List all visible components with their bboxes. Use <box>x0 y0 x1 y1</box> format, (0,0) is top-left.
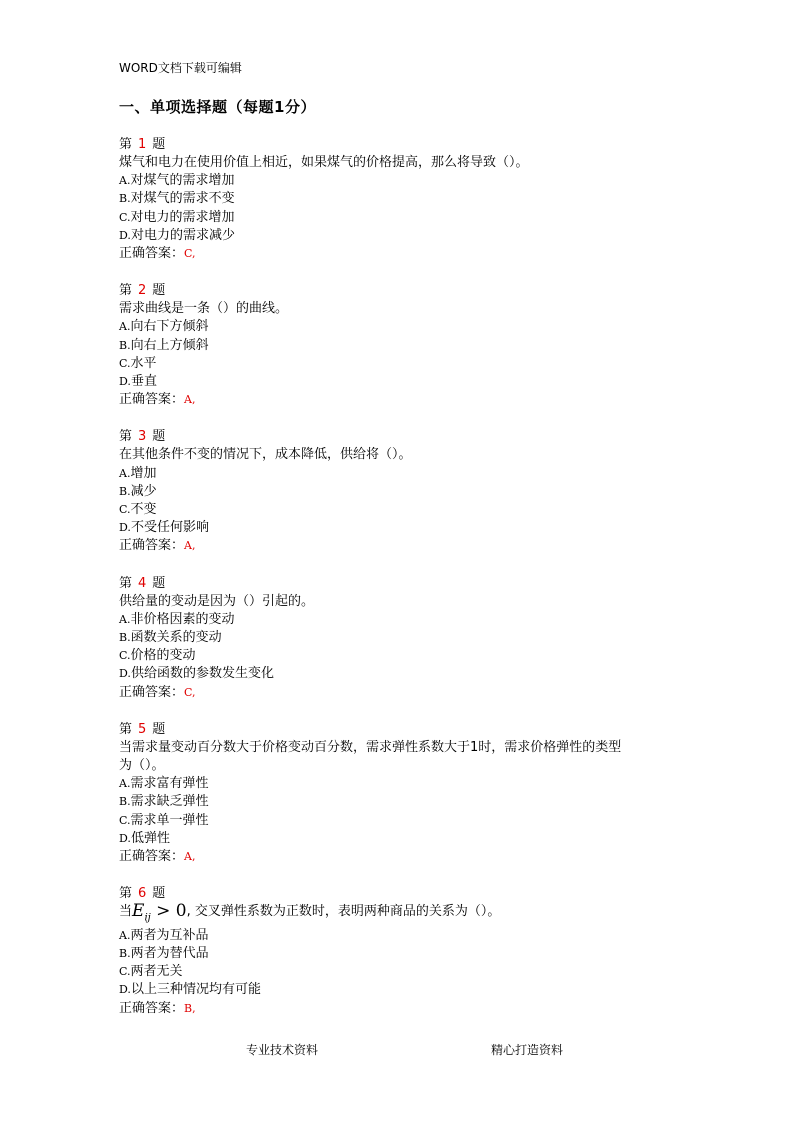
formula-relation: > 0 <box>150 901 187 922</box>
option-text: 需求富有弹性 <box>130 776 209 792</box>
answer-value: C, <box>184 247 196 261</box>
option-text: 函数关系的变动 <box>130 630 222 646</box>
question-prefix: 第 <box>119 283 133 299</box>
option-letter: C. <box>119 813 131 827</box>
question-stem: 供给量的变动是因为（）引起的。 <box>119 593 315 609</box>
answer-line <box>119 1000 679 1018</box>
option-letter: B. <box>119 631 131 645</box>
option-c <box>119 209 679 227</box>
answer-line <box>119 537 679 555</box>
option-d <box>119 665 679 683</box>
option-text: 不变 <box>130 502 157 518</box>
option-d <box>119 830 679 848</box>
option-text: 以上三种情况均有可能 <box>130 982 261 998</box>
question-prefix: 第 <box>119 721 133 737</box>
option-text: 两者无关 <box>130 964 183 980</box>
question-suffix: 题 <box>152 721 166 737</box>
option-d <box>119 227 679 245</box>
answer-label: 正确答案： <box>119 392 185 408</box>
header-note: WORD文档下载可编辑 <box>119 61 242 75</box>
question-number: 6 <box>138 886 147 902</box>
option-letter: A. <box>119 320 131 334</box>
question-list <box>119 136 679 1037</box>
option-a <box>119 465 679 483</box>
question-prefix: 第 <box>119 137 133 152</box>
question-stem: 煤气和电力在使用价值上相近，如果煤气的价格提高，那么将导致（）。 <box>119 155 529 170</box>
answer-label: 正确答案： <box>119 849 185 865</box>
option-text: 垂直 <box>130 374 157 390</box>
option-c <box>119 812 679 830</box>
option-text: 向右上方倾斜 <box>130 337 209 353</box>
question-heading <box>119 721 679 739</box>
question-prefix: 第 <box>119 575 133 591</box>
option-c <box>119 963 679 981</box>
option-a <box>119 318 679 336</box>
option-text: 低弹性 <box>130 830 170 846</box>
option-c <box>119 647 679 665</box>
option-text: 减少 <box>130 483 157 499</box>
question-3 <box>119 428 679 555</box>
option-letter: D. <box>119 831 131 845</box>
answer-value: A, <box>184 850 196 864</box>
option-d <box>119 981 679 999</box>
option-letter: D. <box>119 228 131 242</box>
stem-after-formula: , 交叉弹性系数为正数时，表明两种商品的关系为（）。 <box>186 904 501 920</box>
option-b <box>119 337 679 355</box>
question-number: 5 <box>138 721 147 737</box>
option-letter: A. <box>119 928 131 942</box>
option-b <box>119 793 679 811</box>
option-b <box>119 629 679 647</box>
formula-symbol: E <box>132 901 145 922</box>
option-text: 对煤气的需求增加 <box>130 173 235 189</box>
question-stem: 在其他条件不变的情况下，成本降低，供给将（）。 <box>119 447 412 463</box>
option-letter: A. <box>119 466 131 480</box>
option-letter: A. <box>119 777 131 791</box>
option-d <box>119 519 679 537</box>
question-number: 1 <box>138 137 147 152</box>
answer-label: 正确答案： <box>119 1000 185 1016</box>
question-heading <box>119 136 679 154</box>
option-text: 两者为互补品 <box>130 927 209 943</box>
question-prefix: 第 <box>119 886 133 902</box>
option-text: 供给函数的参数发生变化 <box>130 666 274 682</box>
question-suffix: 题 <box>152 429 166 445</box>
question-suffix: 题 <box>152 886 166 902</box>
answer-line <box>119 245 679 263</box>
answer-line <box>119 684 679 702</box>
formula-subscript: ij <box>144 912 151 924</box>
answer-label: 正确答案： <box>119 538 185 554</box>
option-text: 水平 <box>130 355 157 371</box>
option-letter: D. <box>119 375 131 389</box>
option-letter: C. <box>119 210 131 224</box>
option-text: 向右下方倾斜 <box>130 319 209 335</box>
option-text: 两者为替代品 <box>130 945 209 961</box>
answer-label: 正确答案： <box>119 246 185 262</box>
answer-line <box>119 391 679 409</box>
option-a <box>119 172 679 190</box>
option-letter: A. <box>119 174 131 188</box>
answer-value: C, <box>184 685 196 699</box>
question-6 <box>119 885 679 1017</box>
option-text: 对煤气的需求不变 <box>130 191 235 207</box>
option-c <box>119 501 679 519</box>
question-stem: 当需求量变动百分数大于价格变动百分数，需求弹性系数大于1时，需求价格弹性的类型 <box>119 739 622 755</box>
question-suffix: 题 <box>152 575 166 591</box>
answer-value: B, <box>184 1001 196 1015</box>
footer-left-text: 专业技术资料 <box>246 1043 319 1057</box>
answer-line <box>119 848 679 866</box>
option-text: 价格的变动 <box>130 648 196 664</box>
option-text: 不受任何影响 <box>130 520 209 536</box>
question-5 <box>119 721 679 866</box>
question-4 <box>119 575 679 702</box>
option-text: 对电力的需求增加 <box>130 209 235 225</box>
question-number: 4 <box>138 575 147 591</box>
question-suffix: 题 <box>152 283 166 299</box>
option-letter: A. <box>119 612 131 626</box>
option-a <box>119 611 679 629</box>
option-text: 增加 <box>130 465 157 481</box>
question-stem <box>119 903 679 926</box>
option-text: 非价格因素的变动 <box>130 611 235 627</box>
option-b <box>119 190 679 208</box>
option-letter: B. <box>119 192 131 206</box>
option-a <box>119 927 679 945</box>
option-letter: B. <box>119 484 131 498</box>
option-text: 需求单一弹性 <box>130 812 209 828</box>
question-prefix: 第 <box>119 429 133 445</box>
stem-before-formula: 当 <box>119 904 133 920</box>
question-2 <box>119 282 679 409</box>
option-letter: C. <box>119 649 131 663</box>
question-heading <box>119 885 679 903</box>
option-text: 需求缺乏弹性 <box>130 794 209 810</box>
answer-value: A, <box>184 539 196 553</box>
section-title: 一、单项选择题（每题1分） <box>119 98 316 116</box>
option-letter: D. <box>119 667 131 681</box>
question-heading <box>119 575 679 593</box>
option-letter: C. <box>119 965 131 979</box>
question-suffix: 题 <box>152 137 166 152</box>
option-letter: B. <box>119 338 131 352</box>
option-d <box>119 373 679 391</box>
question-heading <box>119 282 679 300</box>
question-stem: 需求曲线是一条（）的曲线。 <box>119 301 289 317</box>
option-b <box>119 945 679 963</box>
option-b <box>119 483 679 501</box>
option-c <box>119 355 679 373</box>
question-1 <box>119 136 679 263</box>
formula-cross-elasticity <box>132 901 187 924</box>
footer-right-text: 精心打造资料 <box>491 1043 564 1057</box>
option-letter: D. <box>119 521 131 535</box>
question-stem-continued: 为（）。 <box>119 758 165 774</box>
question-heading <box>119 428 679 446</box>
option-letter: C. <box>119 503 131 517</box>
question-number: 3 <box>138 429 147 445</box>
option-letter: C. <box>119 356 131 370</box>
option-letter: D. <box>119 983 131 997</box>
option-letter: B. <box>119 946 131 960</box>
option-a <box>119 775 679 793</box>
option-letter: B. <box>119 795 131 809</box>
answer-value: A, <box>184 393 196 407</box>
answer-label: 正确答案： <box>119 684 185 700</box>
question-number: 2 <box>138 283 147 299</box>
option-text: 对电力的需求减少 <box>130 227 235 243</box>
